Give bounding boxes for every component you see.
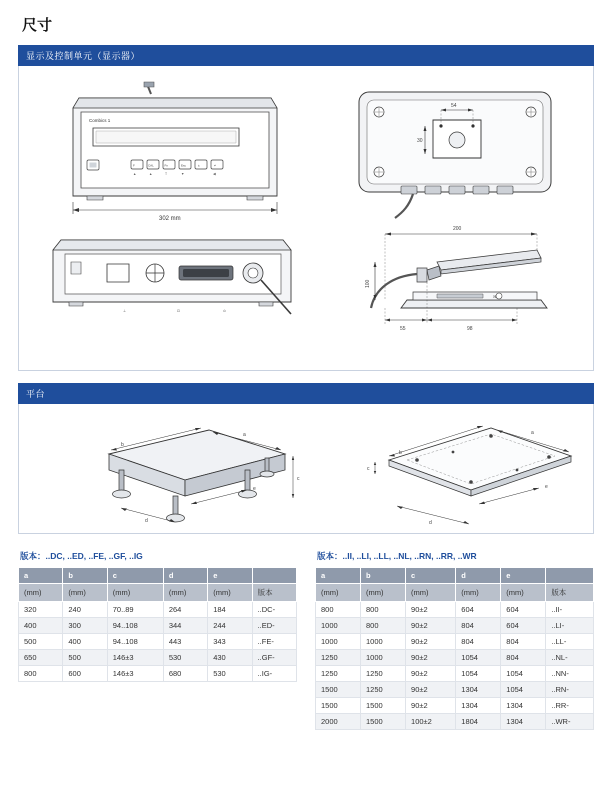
- svg-text:±: ±: [198, 163, 200, 168]
- table-row: [316, 634, 594, 650]
- th-b: b: [361, 568, 406, 584]
- side-dim-55: 55: [400, 326, 406, 332]
- cell-e: 530: [208, 666, 252, 682]
- cell-e: 604: [501, 602, 546, 618]
- th-unit-version: 版本: [546, 584, 594, 602]
- iso-label-e: e: [253, 486, 256, 492]
- flat-label-d: d: [429, 520, 432, 526]
- figure-platform-isometric: [49, 412, 309, 530]
- figure-display-side: [341, 216, 571, 341]
- cell-version: ..RR-: [546, 698, 594, 714]
- cell-version: ..FE-: [252, 634, 296, 650]
- cell-version: ..NL-: [546, 650, 594, 666]
- cell-d: 804: [456, 618, 501, 634]
- th-unit-a: (mm): [316, 584, 361, 602]
- table-right: [315, 567, 594, 730]
- cell-b: 600: [63, 666, 107, 682]
- flat-label-c: c: [367, 466, 370, 472]
- th-e: e: [208, 568, 252, 584]
- table-row: [19, 666, 297, 682]
- table-row: [316, 666, 594, 682]
- svg-text:F: F: [133, 163, 135, 168]
- cell-e: 804: [501, 650, 546, 666]
- svg-text:◀: ◀: [213, 172, 216, 176]
- table-row: [316, 682, 594, 698]
- svg-text:▼: ▼: [181, 172, 185, 176]
- cell-e: 604: [501, 618, 546, 634]
- svg-text:CAL: CAL: [148, 163, 154, 168]
- cell-d: 680: [163, 666, 207, 682]
- cell-c: 90±2: [406, 682, 456, 698]
- cell-b: 800: [361, 618, 406, 634]
- svg-text:ℍ: ℍ: [493, 294, 497, 299]
- cell-d: 443: [163, 634, 207, 650]
- th-unit-e: (mm): [501, 584, 546, 602]
- cell-d: 1054: [456, 650, 501, 666]
- cell-e: 430: [208, 650, 252, 666]
- cell-e: 1054: [501, 666, 546, 682]
- table-row: [316, 618, 594, 634]
- cell-d: 604: [456, 602, 501, 618]
- cell-version: ..LI-: [546, 618, 594, 634]
- cell-d: 1804: [456, 714, 501, 730]
- section-body-display: [18, 66, 594, 371]
- back-dim-54: 54: [451, 103, 457, 109]
- th-unit-e: (mm): [208, 584, 252, 602]
- cell-e: 244: [208, 618, 252, 634]
- flat-label-b: b: [399, 450, 402, 456]
- cell-b: 1500: [361, 714, 406, 730]
- cell-c: 90±2: [406, 698, 456, 714]
- cell-b: 240: [63, 602, 107, 618]
- th-unit-d: (mm): [163, 584, 207, 602]
- th-unit-c: (mm): [406, 584, 456, 602]
- cell-c: 146±3: [107, 650, 163, 666]
- cell-e: 184: [208, 602, 252, 618]
- th-c: c: [107, 568, 163, 584]
- cell-version: ..DC-: [252, 602, 296, 618]
- section-header-display: 显示及控制单元（显示器）: [18, 45, 594, 66]
- dimension-tables: [18, 550, 594, 730]
- cell-version: ..GF-: [252, 650, 296, 666]
- cell-a: 1000: [316, 634, 361, 650]
- cell-a: 320: [19, 602, 63, 618]
- cell-e: 1304: [501, 714, 546, 730]
- cell-a: 1250: [316, 650, 361, 666]
- iso-label-c: c: [297, 476, 300, 482]
- cell-d: 344: [163, 618, 207, 634]
- th-unit-c: (mm): [107, 584, 163, 602]
- svg-text:⊡: ⊡: [177, 309, 181, 313]
- svg-text:T: T: [165, 172, 168, 176]
- section-body-platform: [18, 404, 594, 534]
- table-unit-row: [316, 584, 594, 602]
- cell-c: 90±2: [406, 618, 456, 634]
- cell-c: 100±2: [406, 714, 456, 730]
- cell-d: 1054: [456, 666, 501, 682]
- svg-text:↵: ↵: [214, 163, 217, 168]
- svg-text:Esc: Esc: [181, 163, 187, 168]
- cell-e: 1304: [501, 698, 546, 714]
- cell-b: 1000: [361, 650, 406, 666]
- cell-c: 90±2: [406, 666, 456, 682]
- table-row: [316, 714, 594, 730]
- cell-b: 400: [63, 634, 107, 650]
- section-header-platform: 平台: [18, 383, 594, 404]
- cell-a: 1500: [316, 698, 361, 714]
- cell-e: 804: [501, 634, 546, 650]
- table-row: [19, 602, 297, 618]
- front-width-dimension: 302 mm: [159, 216, 181, 222]
- cell-a: 1500: [316, 682, 361, 698]
- svg-text:Fn: Fn: [164, 163, 169, 168]
- device-brand-label: Combics 1: [89, 118, 111, 123]
- table-left: [18, 567, 297, 682]
- th-a: a: [316, 568, 361, 584]
- cell-c: 70..89: [107, 602, 163, 618]
- figure-display-bottom: [47, 226, 317, 336]
- cell-b: 1250: [361, 682, 406, 698]
- cell-version: ..LL-: [546, 634, 594, 650]
- cell-a: 800: [19, 666, 63, 682]
- th-unit-b: (mm): [361, 584, 406, 602]
- cell-version: ..WR-: [546, 714, 594, 730]
- cell-b: 1000: [361, 634, 406, 650]
- cell-c: 94..108: [107, 618, 163, 634]
- svg-text:▲: ▲: [149, 172, 153, 176]
- iso-label-a: a: [243, 432, 246, 438]
- cell-version: ..RN-: [546, 682, 594, 698]
- cell-a: 500: [19, 634, 63, 650]
- th-b: b: [63, 568, 107, 584]
- th-unit-d: (mm): [456, 584, 501, 602]
- table-row: [316, 650, 594, 666]
- table-left-caption: 版本：..DC, ..ED, ..FE, ..GF, ..IG: [20, 551, 143, 561]
- th-d: d: [456, 568, 501, 584]
- table-row: [19, 618, 297, 634]
- cell-b: 800: [361, 602, 406, 618]
- page-title: 尺寸: [22, 17, 53, 34]
- svg-text:▲: ▲: [133, 172, 137, 176]
- cell-c: 90±2: [406, 602, 456, 618]
- th-c: c: [406, 568, 456, 584]
- figure-platform-flat: [331, 412, 591, 530]
- th-unit-a: (mm): [19, 584, 63, 602]
- flat-label-e: e: [545, 484, 548, 490]
- table-unit-row: [19, 584, 297, 602]
- cell-d: 1304: [456, 682, 501, 698]
- table-header-row: [316, 568, 594, 584]
- cell-a: 1000: [316, 618, 361, 634]
- cell-c: 146±3: [107, 666, 163, 682]
- iso-label-d: d: [145, 518, 148, 524]
- cell-version: ..NN-: [546, 666, 594, 682]
- cell-a: 1250: [316, 666, 361, 682]
- cell-a: 400: [19, 618, 63, 634]
- cell-version: ..ED-: [252, 618, 296, 634]
- cell-version: ..II-: [546, 602, 594, 618]
- table-right-caption: 版本：..II, ..LI, ..LL, ..NL, ..RN, ..RR, ..WR: [317, 551, 477, 561]
- cell-c: 90±2: [406, 650, 456, 666]
- table-row: [316, 698, 594, 714]
- svg-text:⊥: ⊥: [123, 309, 127, 313]
- table-row: [316, 602, 594, 618]
- cell-d: 530: [163, 650, 207, 666]
- th-version: [252, 568, 296, 584]
- side-dim-200: 200: [453, 226, 462, 232]
- cell-b: 500: [63, 650, 107, 666]
- iso-label-b: b: [121, 442, 124, 448]
- th-e: e: [501, 568, 546, 584]
- cell-a: 650: [19, 650, 63, 666]
- cell-version: ..IG-: [252, 666, 296, 682]
- th-version: [546, 568, 594, 584]
- table-header-row: [19, 568, 297, 584]
- cell-e: 1054: [501, 682, 546, 698]
- table-right-wrapper: [315, 550, 594, 730]
- table-row: [19, 634, 297, 650]
- cell-c: 90±2: [406, 634, 456, 650]
- th-unit-b: (mm): [63, 584, 107, 602]
- back-dim-30: 30: [417, 138, 423, 144]
- cell-a: 800: [316, 602, 361, 618]
- figure-display-front: [65, 80, 305, 230]
- side-dim-100: 100: [365, 279, 371, 288]
- cell-b: 1250: [361, 666, 406, 682]
- figure-display-back: [341, 80, 571, 230]
- cell-b: 1500: [361, 698, 406, 714]
- th-d: d: [163, 568, 207, 584]
- cell-d: 804: [456, 634, 501, 650]
- cell-b: 300: [63, 618, 107, 634]
- svg-text:⊙: ⊙: [223, 309, 227, 313]
- th-a: a: [19, 568, 63, 584]
- table-left-wrapper: [18, 550, 297, 730]
- cell-d: 1304: [456, 698, 501, 714]
- page-root: [0, 14, 612, 794]
- cell-a: 2000: [316, 714, 361, 730]
- table-row: [19, 650, 297, 666]
- th-unit-version: 版本: [252, 584, 296, 602]
- cell-d: 264: [163, 602, 207, 618]
- flat-label-a: a: [531, 430, 534, 436]
- cell-c: 94..108: [107, 634, 163, 650]
- cell-e: 343: [208, 634, 252, 650]
- side-dim-98: 98: [467, 326, 473, 332]
